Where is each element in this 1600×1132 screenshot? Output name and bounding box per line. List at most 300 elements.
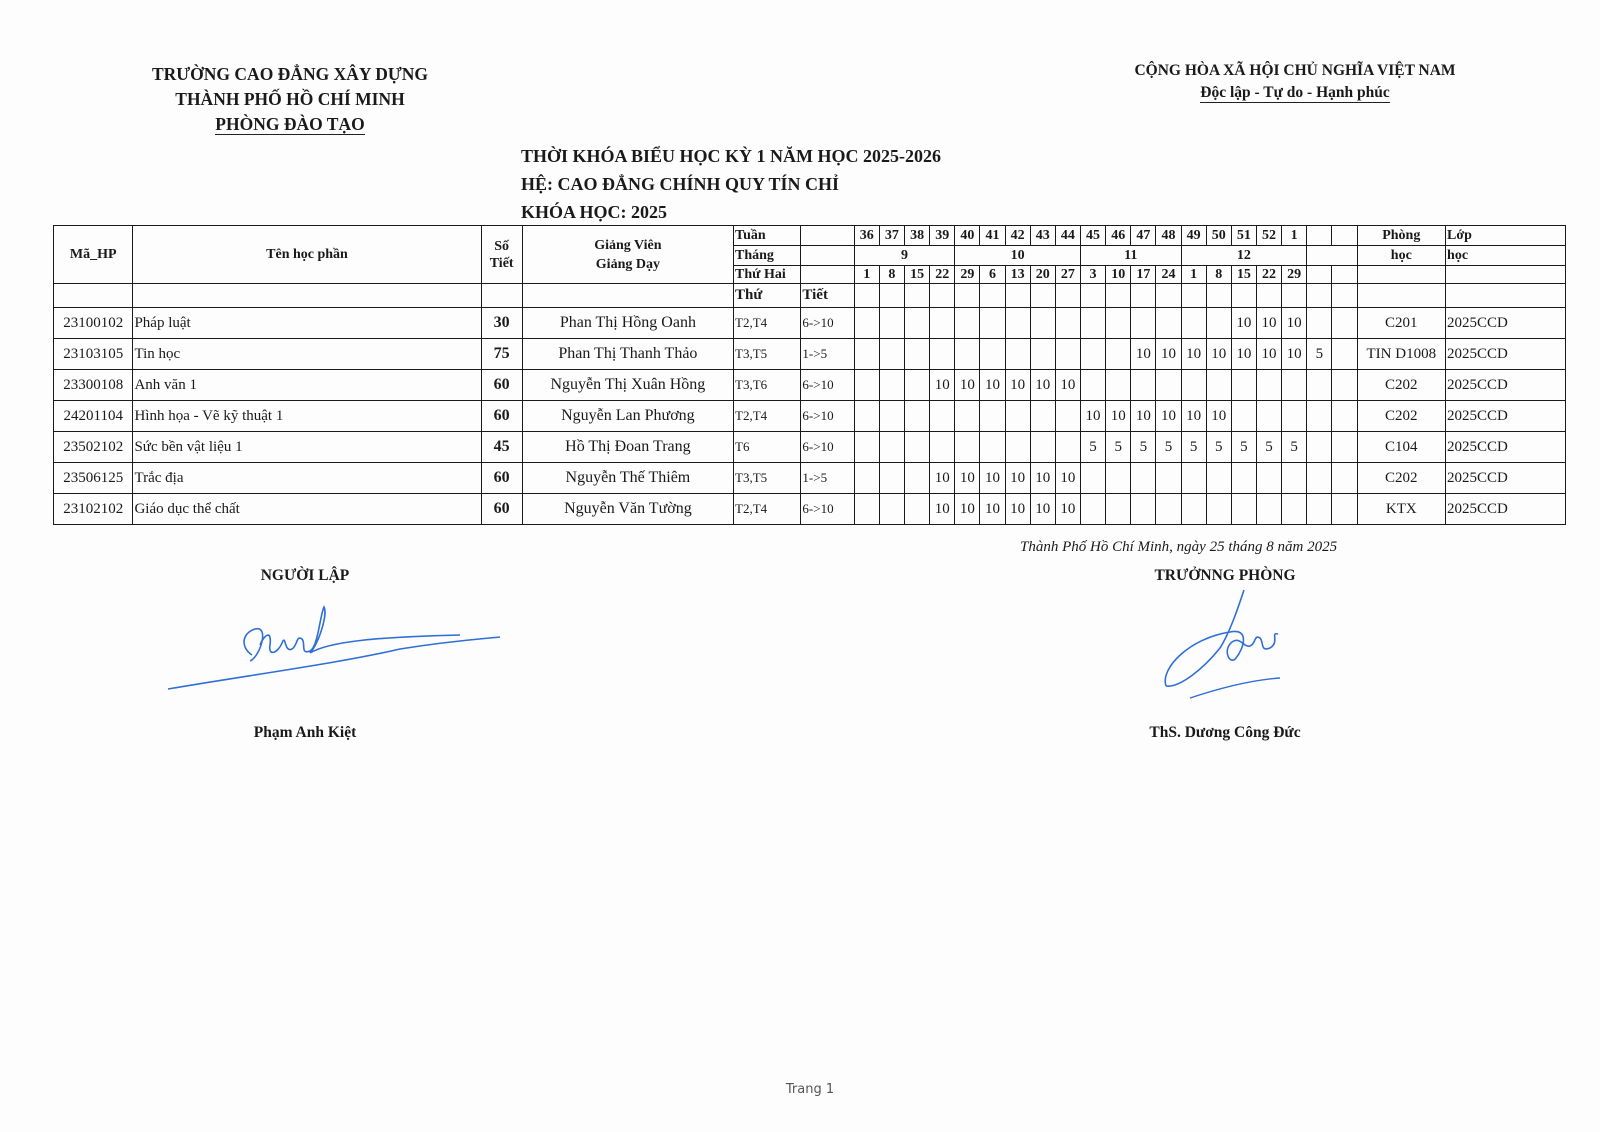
week-hours-cell (930, 432, 955, 463)
week-hours-cell: 5 (1206, 432, 1231, 463)
week-hours-cell: 10 (930, 463, 955, 494)
monday-date-cell: 27 (1055, 266, 1080, 284)
week-hours-cell (930, 401, 955, 432)
monday-date-cell: 15 (1231, 266, 1256, 284)
left-signature-image (160, 605, 510, 700)
blank-cell (1080, 284, 1105, 308)
week-hours-cell: 10 (1030, 370, 1055, 401)
course-code-cell: 23300108 (54, 370, 133, 401)
course-name-cell: Pháp luật (133, 308, 481, 339)
lecturer-cell: Hồ Thị Đoan Trang (522, 432, 733, 463)
week-hours-cell (1005, 432, 1030, 463)
course-code-cell: 23502102 (54, 432, 133, 463)
row-label-thu-hai: Thứ Hai (734, 266, 801, 284)
right-signer-name: ThS. Dương Công Đức (1149, 724, 1301, 741)
week-hours-cell: 5 (1256, 432, 1281, 463)
week-hours-cell: 10 (955, 494, 980, 525)
lecturer-cell: Nguyễn Thế Thiêm (522, 463, 733, 494)
monday-date-cell: 24 (1156, 266, 1181, 284)
table-row (54, 308, 1566, 339)
period-range-cell: 1->5 (801, 339, 854, 370)
week-hours-cell (854, 308, 879, 339)
week-hours-cell (1332, 370, 1357, 401)
course-name-cell: Sức bền vật liệu 1 (133, 432, 481, 463)
week-hours-cell (854, 339, 879, 370)
course-code-cell: 23100102 (54, 308, 133, 339)
week-hours-cell (879, 494, 904, 525)
week-hours-cell (1307, 463, 1332, 494)
week-hours-cell: 10 (1055, 494, 1080, 525)
col-header-ma-hp: Mã_HP (54, 226, 133, 284)
col-header-so-tiet (481, 226, 522, 284)
week-hours-cell: 10 (955, 463, 980, 494)
week-hours-cell (980, 401, 1005, 432)
week-hours-cell (1282, 494, 1307, 525)
col-header-giang-vien (522, 226, 733, 284)
week-hours-cell (1156, 494, 1181, 525)
week-hours-cell: 10 (1206, 339, 1231, 370)
blank-cell (980, 284, 1005, 308)
period-range-cell: 6->10 (801, 432, 854, 463)
week-hours-cell: 10 (1055, 370, 1080, 401)
blank-cell (1357, 284, 1446, 308)
room-cell: C104 (1357, 432, 1446, 463)
week-hours-cell: 10 (1181, 401, 1206, 432)
week-hours-cell (955, 339, 980, 370)
week-hours-cell: 10 (1080, 401, 1105, 432)
week-hours-cell (1307, 401, 1332, 432)
week-hours-cell (930, 339, 955, 370)
room-cell: C201 (1357, 308, 1446, 339)
week-hours-cell (955, 308, 980, 339)
week-number-cell: 50 (1206, 226, 1231, 246)
class-cell: 2025CCD (1446, 370, 1566, 401)
col-header-ten-hoc-phan: Tên học phần (133, 226, 481, 284)
period-range-cell: 6->10 (801, 401, 854, 432)
blank-cell (854, 284, 879, 308)
week-hours-cell (1030, 432, 1055, 463)
period-count-cell: 75 (481, 339, 522, 370)
week-hours-cell (1030, 308, 1055, 339)
week-number-cell: 42 (1005, 226, 1030, 246)
week-number-cell: 36 (854, 226, 879, 246)
week-hours-cell: 10 (1106, 401, 1131, 432)
weekday-cell: T2,T4 (734, 401, 801, 432)
week-hours-cell (1156, 370, 1181, 401)
document-title (521, 142, 941, 226)
blank-cell (1005, 284, 1030, 308)
week-hours-cell: 10 (1005, 494, 1030, 525)
blank-cell (1131, 284, 1156, 308)
course-code-cell: 23102102 (54, 494, 133, 525)
signing-date: Thành Phố Hồ Chí Minh, ngày 25 tháng 8 năm 2025 (1020, 539, 1338, 555)
giang-day-label: Giảng Dạy (595, 256, 660, 272)
week-hours-cell (879, 432, 904, 463)
blank-cell (1256, 284, 1281, 308)
so-label: Số (494, 238, 510, 254)
weekday-cell: T3,T6 (734, 370, 801, 401)
week-hours-cell: 10 (1030, 494, 1055, 525)
week-hours-cell (1332, 339, 1357, 370)
weekday-cell: T3,T5 (734, 339, 801, 370)
weekday-cell: T6 (734, 432, 801, 463)
week-hours-cell (1307, 432, 1332, 463)
week-hours-cell (1005, 339, 1030, 370)
week-hours-cell: 10 (1005, 370, 1030, 401)
week-hours-cell (1181, 308, 1206, 339)
week-hours-cell (1055, 308, 1080, 339)
col-header-lop-2: học (1446, 246, 1566, 266)
month-cell: 11 (1080, 246, 1181, 266)
week-hours-cell (1332, 432, 1357, 463)
week-hours-cell: 5 (1131, 432, 1156, 463)
period-count-cell: 30 (481, 308, 522, 339)
blank-cell (1282, 284, 1307, 308)
table-row (54, 494, 1566, 525)
week-hours-cell (1055, 401, 1080, 432)
timetable (53, 225, 1566, 525)
blank-cell (1307, 284, 1332, 308)
monday-date-cell: 6 (980, 266, 1005, 284)
week-hours-cell (1206, 463, 1231, 494)
week-hours-cell: 10 (955, 370, 980, 401)
period-count-cell: 60 (481, 370, 522, 401)
week-hours-cell (955, 432, 980, 463)
week-hours-cell: 10 (1282, 308, 1307, 339)
week-number-cell (1332, 226, 1357, 246)
week-hours-cell (1256, 401, 1281, 432)
blank-cell (54, 284, 133, 308)
week-number-cell: 1 (1282, 226, 1307, 246)
week-hours-cell: 10 (1256, 308, 1281, 339)
week-hours-cell (1030, 339, 1055, 370)
week-hours-cell (1131, 494, 1156, 525)
week-hours-cell (1131, 370, 1156, 401)
week-hours-cell (854, 401, 879, 432)
week-number-cell: 49 (1181, 226, 1206, 246)
period-range-cell: 6->10 (801, 494, 854, 525)
table-row (54, 463, 1566, 494)
blank-cell (1206, 284, 1231, 308)
period-count-cell: 60 (481, 463, 522, 494)
course-name-cell: Trắc địa (133, 463, 481, 494)
week-hours-cell (1131, 463, 1156, 494)
monday-date-cell: 22 (1256, 266, 1281, 284)
table-row (54, 370, 1566, 401)
blank-cell (879, 284, 904, 308)
week-hours-cell (1206, 494, 1231, 525)
national-motto-line2: Độc lập - Tự do - Hạnh phúc (1200, 84, 1390, 101)
class-cell: 2025CCD (1446, 432, 1566, 463)
week-hours-cell: 10 (980, 370, 1005, 401)
blank-cell (801, 226, 854, 246)
blank-cell (1231, 284, 1256, 308)
week-hours-cell (879, 370, 904, 401)
room-cell: KTX (1357, 494, 1446, 525)
week-hours-cell (905, 432, 930, 463)
school-name-line2: THÀNH PHỐ HỒ CHÍ MINH (175, 89, 405, 109)
week-hours-cell (1282, 463, 1307, 494)
school-header (110, 62, 470, 137)
lecturer-cell: Nguyễn Văn Tường (522, 494, 733, 525)
monday-date-cell: 29 (1282, 266, 1307, 284)
month-cell (1307, 246, 1357, 266)
right-signature-image (1160, 588, 1300, 703)
week-hours-cell (980, 308, 1005, 339)
giang-vien-label: Giảng Viên (594, 237, 662, 253)
week-hours-cell (1080, 494, 1105, 525)
week-number-cell: 38 (905, 226, 930, 246)
blank-cell (801, 246, 854, 266)
room-cell: C202 (1357, 401, 1446, 432)
week-hours-cell: 10 (980, 494, 1005, 525)
week-hours-cell (1106, 463, 1131, 494)
monday-date-cell: 3 (1080, 266, 1105, 284)
class-cell: 2025CCD (1446, 494, 1566, 525)
room-cell: TIN D1008 (1357, 339, 1446, 370)
week-hours-cell (1055, 339, 1080, 370)
week-number-cell: 52 (1256, 226, 1281, 246)
col-header-phong: Phòng (1357, 226, 1446, 246)
course-code-cell: 23506125 (54, 463, 133, 494)
week-hours-cell (1055, 432, 1080, 463)
week-hours-cell: 10 (1231, 308, 1256, 339)
week-hours-cell (879, 401, 904, 432)
week-hours-cell (930, 308, 955, 339)
monday-date-cell: 17 (1131, 266, 1156, 284)
week-hours-cell (1256, 370, 1281, 401)
blank-cell (1332, 284, 1357, 308)
week-number-cell (1307, 226, 1332, 246)
week-hours-cell (1332, 494, 1357, 525)
monday-date-cell: 29 (955, 266, 980, 284)
monday-date-cell: 15 (905, 266, 930, 284)
week-hours-cell: 10 (1131, 339, 1156, 370)
week-hours-cell (1307, 494, 1332, 525)
class-cell: 2025CCD (1446, 308, 1566, 339)
left-signer-name: Phạm Anh Kiệt (253, 724, 357, 741)
week-hours-cell (1181, 370, 1206, 401)
period-range-cell: 6->10 (801, 370, 854, 401)
week-number-cell: 37 (879, 226, 904, 246)
period-count-cell: 45 (481, 432, 522, 463)
blank-cell (955, 284, 980, 308)
row-label-tuan: Tuần (734, 226, 801, 246)
week-hours-cell (1030, 401, 1055, 432)
week-hours-cell (1332, 463, 1357, 494)
blank-cell (1030, 284, 1055, 308)
course-name-cell: Tin học (133, 339, 481, 370)
week-hours-cell (1106, 370, 1131, 401)
row-label-thang: Tháng (734, 246, 801, 266)
week-hours-cell (1332, 308, 1357, 339)
week-hours-cell: 10 (1005, 463, 1030, 494)
monday-date-cell: 1 (854, 266, 879, 284)
week-number-cell: 40 (955, 226, 980, 246)
week-hours-cell: 5 (1156, 432, 1181, 463)
week-hours-cell (1307, 370, 1332, 401)
class-cell: 2025CCD (1446, 463, 1566, 494)
monday-date-cell (1332, 266, 1357, 284)
week-hours-cell (905, 370, 930, 401)
week-number-cell: 41 (980, 226, 1005, 246)
week-number-cell: 39 (930, 226, 955, 246)
week-hours-cell (1181, 494, 1206, 525)
monday-date-cell: 8 (879, 266, 904, 284)
week-hours-cell (905, 463, 930, 494)
monday-date-cell: 20 (1030, 266, 1055, 284)
room-cell: C202 (1357, 370, 1446, 401)
week-hours-cell: 10 (1055, 463, 1080, 494)
lecturer-cell: Nguyễn Thị Xuân Hồng (522, 370, 733, 401)
week-hours-cell: 10 (1282, 339, 1307, 370)
week-hours-cell (879, 308, 904, 339)
week-hours-cell: 5 (1307, 339, 1332, 370)
week-hours-cell: 5 (1080, 432, 1105, 463)
week-hours-cell (1282, 401, 1307, 432)
blank-cell (522, 284, 733, 308)
week-number-cell: 44 (1055, 226, 1080, 246)
blank-cell (905, 284, 930, 308)
week-number-cell: 43 (1030, 226, 1055, 246)
week-hours-cell (879, 339, 904, 370)
week-hours-cell: 10 (930, 494, 955, 525)
week-hours-cell (1307, 308, 1332, 339)
week-hours-cell: 10 (1030, 463, 1055, 494)
week-hours-cell (854, 494, 879, 525)
month-cell: 10 (955, 246, 1081, 266)
week-hours-cell (1282, 370, 1307, 401)
table-row (54, 401, 1566, 432)
week-hours-cell (1231, 401, 1256, 432)
week-hours-cell (905, 494, 930, 525)
table-row (54, 432, 1566, 463)
blank-cell (1106, 284, 1131, 308)
week-hours-cell (1231, 370, 1256, 401)
week-hours-cell (980, 339, 1005, 370)
col-header-tiet: Tiết (801, 284, 854, 308)
monday-date-cell (1307, 266, 1332, 284)
national-header (1100, 60, 1490, 104)
week-hours-cell: 10 (980, 463, 1005, 494)
course-code-cell: 23103105 (54, 339, 133, 370)
blank-cell (930, 284, 955, 308)
blank-cell (481, 284, 522, 308)
lecturer-cell: Nguyễn Lan Phương (522, 401, 733, 432)
week-hours-cell (1181, 463, 1206, 494)
national-motto-line1: CỘNG HÒA XÃ HỘI CHỦ NGHĨA VIỆT NAM (1134, 62, 1456, 79)
class-cell: 2025CCD (1446, 339, 1566, 370)
week-hours-cell (1156, 308, 1181, 339)
week-number-cell: 47 (1131, 226, 1156, 246)
left-signer-role: NGƯỜI LẬP (260, 567, 350, 584)
page-number: Trang 1 (785, 1082, 835, 1097)
week-hours-cell (854, 463, 879, 494)
week-number-cell: 45 (1080, 226, 1105, 246)
school-name-line1: TRƯỜNG CAO ĐẲNG XÂY DỰNG (151, 64, 429, 84)
title-line3: KHÓA HỌC: 2025 (521, 202, 668, 222)
week-hours-cell (1106, 339, 1131, 370)
week-hours-cell: 5 (1231, 432, 1256, 463)
week-hours-cell: 10 (1156, 339, 1181, 370)
monday-date-cell: 1 (1181, 266, 1206, 284)
department-name: PHÒNG ĐÀO TẠO (215, 114, 365, 134)
week-hours-cell: 10 (1231, 339, 1256, 370)
lecturer-cell: Phan Thị Thanh Thảo (522, 339, 733, 370)
week-hours-cell (1080, 339, 1105, 370)
weekday-cell: T2,T4 (734, 494, 801, 525)
week-hours-cell: 5 (1181, 432, 1206, 463)
blank-cell (1055, 284, 1080, 308)
blank-cell (1181, 284, 1206, 308)
week-hours-cell (1256, 463, 1281, 494)
week-hours-cell (905, 401, 930, 432)
room-cell: C202 (1357, 463, 1446, 494)
week-hours-cell (1206, 370, 1231, 401)
week-hours-cell (1005, 401, 1030, 432)
week-hours-cell (955, 401, 980, 432)
col-header-lop: Lớp (1446, 226, 1566, 246)
month-cell: 9 (854, 246, 955, 266)
week-hours-cell (1231, 494, 1256, 525)
weekday-cell: T2,T4 (734, 308, 801, 339)
week-hours-cell: 10 (1206, 401, 1231, 432)
week-hours-cell: 10 (1256, 339, 1281, 370)
week-hours-cell (1256, 494, 1281, 525)
week-hours-cell: 5 (1282, 432, 1307, 463)
week-hours-cell (1005, 308, 1030, 339)
col-header-thu: Thứ (734, 284, 801, 308)
week-number-cell: 46 (1106, 226, 1131, 246)
week-hours-cell: 10 (1131, 401, 1156, 432)
title-line2: HỆ: CAO ĐẲNG CHÍNH QUY TÍN CHỈ (521, 174, 840, 194)
period-range-cell: 6->10 (801, 308, 854, 339)
col-header-phong-2: học (1357, 246, 1446, 266)
weekday-cell: T3,T5 (734, 463, 801, 494)
period-count-cell: 60 (481, 494, 522, 525)
blank-cell (1446, 266, 1566, 284)
week-hours-cell (1206, 308, 1231, 339)
week-hours-cell: 5 (1106, 432, 1131, 463)
week-hours-cell (854, 370, 879, 401)
week-hours-cell (1156, 463, 1181, 494)
week-hours-cell (1080, 308, 1105, 339)
course-code-cell: 24201104 (54, 401, 133, 432)
week-hours-cell (1080, 463, 1105, 494)
class-cell: 2025CCD (1446, 401, 1566, 432)
course-name-cell: Giáo dục thể chất (133, 494, 481, 525)
blank-cell (1357, 266, 1446, 284)
monday-date-cell: 13 (1005, 266, 1030, 284)
lecturer-cell: Phan Thị Hồng Oanh (522, 308, 733, 339)
week-hours-cell (1231, 463, 1256, 494)
week-hours-cell (1106, 308, 1131, 339)
right-signer-role: TRƯỞNNG PHÒNG (1154, 567, 1296, 584)
week-number-cell: 51 (1231, 226, 1256, 246)
monday-date-cell: 8 (1206, 266, 1231, 284)
week-hours-cell: 10 (930, 370, 955, 401)
week-hours-cell (1106, 494, 1131, 525)
week-hours-cell: 10 (1181, 339, 1206, 370)
week-hours-cell (1080, 370, 1105, 401)
table-row (54, 339, 1566, 370)
week-hours-cell (1131, 308, 1156, 339)
monday-date-cell: 10 (1106, 266, 1131, 284)
blank-cell (133, 284, 481, 308)
week-hours-cell (1332, 401, 1357, 432)
period-range-cell: 1->5 (801, 463, 854, 494)
course-name-cell: Anh văn 1 (133, 370, 481, 401)
